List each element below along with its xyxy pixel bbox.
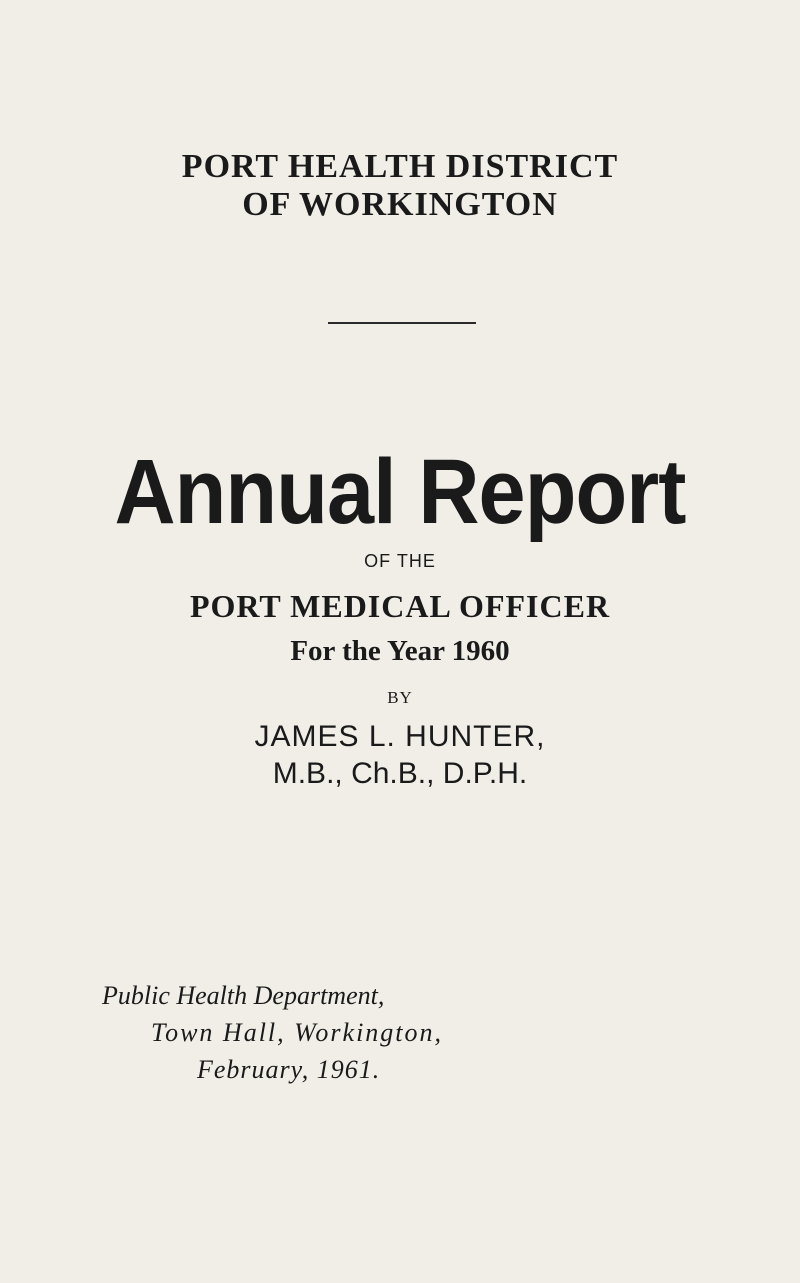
address-date: February, 1961.	[197, 1055, 381, 1084]
officer-title: PORT MEDICAL OFFICER	[189, 588, 611, 624]
horizontal-divider	[328, 322, 476, 324]
author-qualifications: M.B., Ch.B., D.P.H.	[272, 757, 528, 790]
address-department: Public Health Department,	[102, 981, 385, 1010]
district-title-line-1: PORT HEALTH DISTRICT	[181, 148, 619, 185]
address-location: Town Hall, Workington,	[151, 1018, 444, 1047]
report-main-title: Annual Report	[114, 441, 686, 543]
of-the-label: OF THE	[364, 551, 436, 571]
district-title-line-2: OF WORKINGTON	[242, 186, 558, 223]
report-year: For the Year 1960	[290, 635, 510, 667]
author-name: JAMES L. HUNTER,	[254, 720, 546, 753]
by-label: BY	[387, 688, 413, 707]
